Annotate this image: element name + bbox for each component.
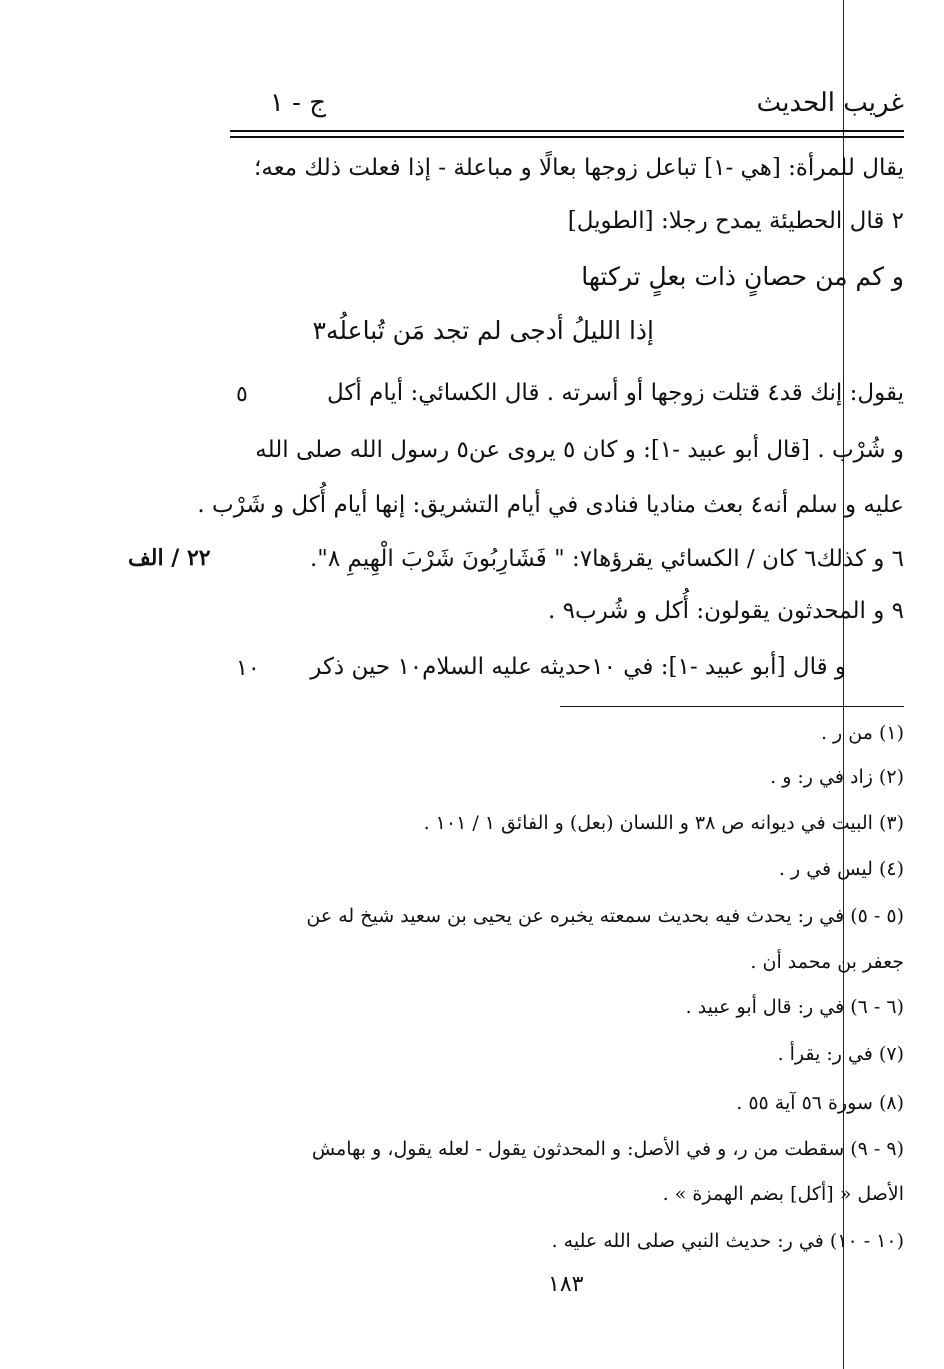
- body-line-3-text: إنك قد٤ قتلت زوجها أو أسرته . قال الكسائي: أيام أكل: [327, 380, 843, 406]
- footnote-9-continued: الأصل « [أكل] بضم الهمزة » .: [662, 1183, 904, 1205]
- footnote-6: (٦ - ٦) في ر: قال أبو عبيد .: [685, 996, 904, 1018]
- footnote-1: (١) من ر .: [820, 722, 904, 744]
- body-line-7: ٩ و المحدثون يقولون: أُكل و شُرب٩ .: [547, 598, 904, 624]
- header-rule-bottom: [230, 136, 904, 138]
- folio-marker: ٢٢ / الف: [128, 545, 211, 571]
- footnote-2: (٢) زاد في ر: و .: [770, 766, 904, 788]
- body-line-8: و قال [أبو عبيد -١]: في ١٠حديثه عليه السلام١٠ حين ذكر: [310, 654, 846, 680]
- body-line-1: يقال للمرأة: [هي -١] تباعل زوجها بعالًا و مباعلة - إذا فعلت ذلك معه؛: [254, 155, 904, 181]
- footnote-5: (٥ - ٥) في ر: يحدث فيه بحديث سمعته يخبره عن يحيى بن سعيد شيخ له عن: [306, 905, 904, 927]
- line-number-5: ٥: [236, 382, 248, 407]
- line-number-10: ١٠: [236, 656, 260, 681]
- footnote-10: (١٠ - ١٠) في ر: حديث النبي صلى الله عليه .: [551, 1230, 904, 1252]
- body-line-5: عليه و سلم أنه٤ بعث مناديا فنادى في أيام التشريق: إنها أيام أُكل و شَرْب .: [197, 492, 904, 518]
- footnote-rule: [560, 706, 904, 707]
- running-title: غريب الحديث: [756, 88, 904, 118]
- footnote-8: (٨) سورة ٥٦ آية ٥٥ .: [736, 1092, 904, 1114]
- footnote-5-continued: جعفر بن محمد أن .: [750, 951, 904, 973]
- footnote-7: (٧) في ر: يقرأ .: [777, 1043, 904, 1065]
- header-rule-top: [230, 130, 904, 132]
- body-line-2: ٢ قال الحطيئة يمدح رجلا: [الطويل]: [567, 208, 904, 234]
- volume-label: ج - ١: [269, 88, 326, 118]
- verse-hemistich-1: و كم من حصانٍ ذات بعلٍ تركتها: [581, 262, 904, 291]
- verse-hemistich-2: إذا الليلُ أدجى لم تجد مَن تُباعلُه٣: [312, 316, 654, 345]
- scan-fold-line: [843, 0, 844, 1369]
- body-line-3: [327, 380, 904, 406]
- page-number: ١٨٣: [548, 1272, 584, 1297]
- footnote-4: (٤) ليس في ر .: [778, 858, 904, 880]
- footnote-9: (٩ - ٩) سقطت من ر، و في الأصل: و المحدثون يقول - لعله يقول، و بهامش: [311, 1138, 904, 1160]
- footnote-3: (٣) البيت في ديوانه ص ٣٨ و اللسان (بعل) و الفائق ١ / ١٠١ .: [423, 812, 904, 834]
- body-line-4: و شُرْب . [قال أبو عبيد -١]: و كان ٥ يروى عن٥ رسول الله صلى الله: [255, 437, 904, 463]
- body-line-6: ٦ و كذلك٦ كان / الكسائي يقرؤها٧: " فَشَارِبُونَ شَرْبَ الْهِيمِ ٨".: [309, 546, 904, 572]
- body-line-3-prefix: يقول:: [849, 380, 904, 406]
